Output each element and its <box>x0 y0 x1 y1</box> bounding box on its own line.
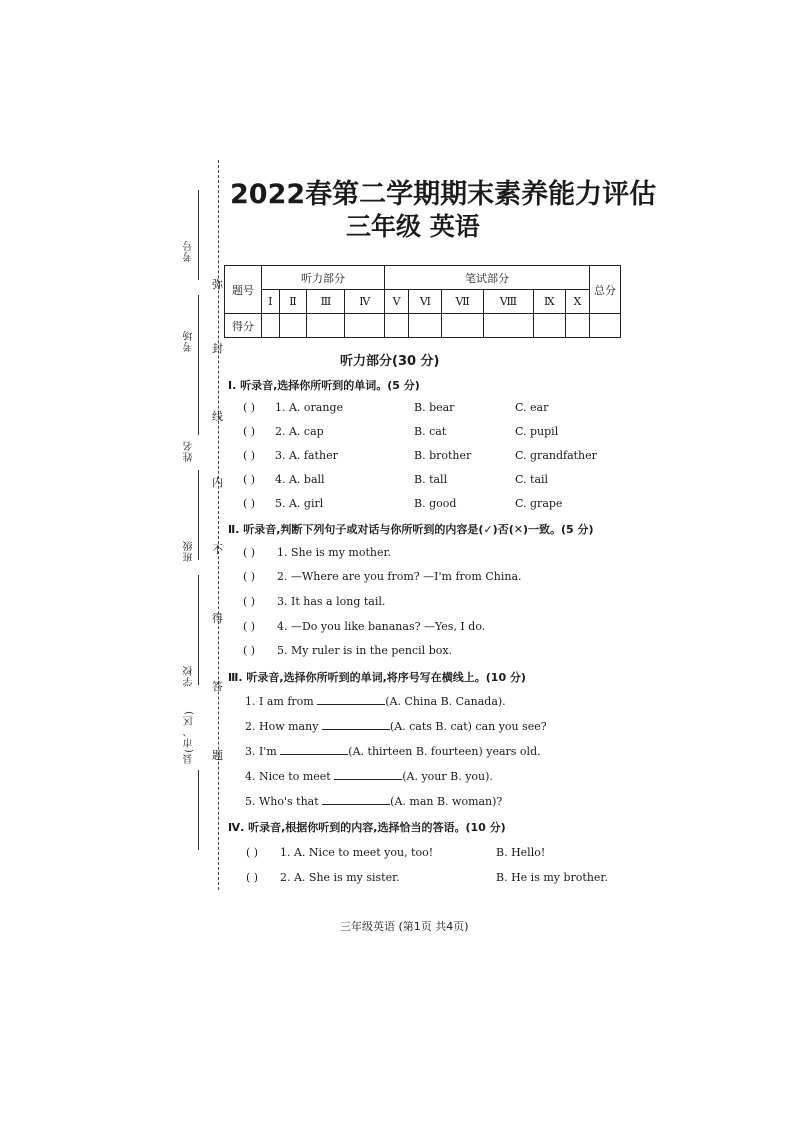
part1-option-b: B. cat <box>414 425 447 438</box>
part1-option-b: B. tall <box>414 473 448 486</box>
seal-char: 线 <box>212 410 223 423</box>
binding-dashed-line <box>218 160 219 890</box>
part3-item <box>245 694 506 708</box>
part1-option-b: B. brother <box>414 449 472 462</box>
part3-item-options: (A. cats B. cat) can you see? <box>389 720 547 733</box>
part1-option-a: 3. A. father <box>275 449 338 462</box>
part2-item: 1. She is my mother. <box>277 546 392 559</box>
answer-blank[interactable] <box>317 694 385 705</box>
part1-option-c: C. ear <box>515 401 549 414</box>
part1-option-b: B. good <box>414 497 457 510</box>
part1-option-c: C. tail <box>515 473 549 486</box>
page-footer: 三年级英语 (第1页 共4页) <box>340 920 469 933</box>
part1-option-a: 5. A. girl <box>275 497 324 510</box>
binding-line <box>198 575 199 685</box>
seal-char: 不 <box>212 543 223 556</box>
answer-paren[interactable]: ( ) <box>243 497 256 510</box>
score-cell[interactable] <box>483 314 533 338</box>
part3-item-options: (A. China B. Canada). <box>385 695 506 708</box>
answer-blank[interactable] <box>322 794 390 805</box>
score-table <box>224 265 621 338</box>
score-table-numeral: Ⅷ <box>483 290 533 314</box>
part3-item-start: 3. I'm <box>245 745 281 758</box>
score-cell[interactable] <box>345 314 384 338</box>
binding-label-exam-room: 考场 <box>184 330 195 352</box>
answer-paren[interactable]: ( ) <box>243 570 256 583</box>
part3-heading: Ⅲ. 听录音,选择你所听到的单词,将序号写在横线上。(10 分) <box>228 671 526 684</box>
binding-line <box>198 470 199 560</box>
binding-line <box>198 295 199 435</box>
binding-label-county: 县(市、区) <box>184 710 195 764</box>
part2-item: 3. It has a long tail. <box>277 595 386 608</box>
score-table-numeral: Ⅰ <box>262 290 280 314</box>
exam-subtitle: 三年级 英语 <box>346 212 480 241</box>
part2-heading: Ⅱ. 听录音,判断下列句子或对话与你所听到的内容是(✓)否(✕)一致。(5 分) <box>228 523 594 536</box>
part3-item <box>245 794 502 808</box>
score-cell-total[interactable] <box>590 314 621 338</box>
score-table-numeral: Ⅸ <box>533 290 565 314</box>
part3-item-options: (A. man B. woman)? <box>390 795 503 808</box>
binding-label-name: 姓名 <box>184 440 195 462</box>
binding-line <box>198 770 199 850</box>
answer-paren[interactable]: ( ) <box>243 546 256 559</box>
part1-option-c: C. pupil <box>515 425 559 438</box>
part1-option-b: B. bear <box>414 401 455 414</box>
part1-option-a: 4. A. ball <box>275 473 325 486</box>
score-table-total-header: 总分 <box>590 266 621 314</box>
answer-paren[interactable]: ( ) <box>243 644 256 657</box>
part4-option-b: B. Hello! <box>496 846 546 859</box>
binding-label-school: 学校 <box>184 665 195 687</box>
seal-char: 得 <box>212 612 223 625</box>
listening-section-title: 听力部分(30 分) <box>340 354 440 369</box>
score-cell[interactable] <box>442 314 484 338</box>
exam-title: 2022春第二学期期末素养能力评估 <box>230 179 657 210</box>
score-table-numeral: Ⅶ <box>442 290 484 314</box>
part2-item: 2. —Where are you from? —I'm from China. <box>277 570 522 583</box>
answer-paren[interactable]: ( ) <box>243 595 256 608</box>
part2-item: 4. —Do you like bananas? —Yes, I do. <box>277 620 486 633</box>
score-table-numeral: Ⅲ <box>307 290 345 314</box>
answer-paren[interactable]: ( ) <box>243 473 256 486</box>
answer-paren[interactable]: ( ) <box>243 620 256 633</box>
answer-blank[interactable] <box>280 744 348 755</box>
part4-option-a: 2. A. She is my sister. <box>280 871 400 884</box>
answer-paren[interactable]: ( ) <box>243 449 256 462</box>
score-cell[interactable] <box>262 314 280 338</box>
score-cell[interactable] <box>409 314 442 338</box>
score-cell[interactable] <box>565 314 589 338</box>
answer-paren[interactable]: ( ) <box>246 846 259 859</box>
part3-item-options: (A. your B. you). <box>402 770 493 783</box>
score-cell[interactable] <box>279 314 307 338</box>
answer-blank[interactable] <box>334 769 402 780</box>
part3-item-start: 2. How many <box>245 720 322 733</box>
seal-char: 弥 <box>212 278 223 291</box>
part1-option-a: 2. A. cap <box>275 425 324 438</box>
part4-option-b: B. He is my brother. <box>496 871 608 884</box>
part1-heading: Ⅰ. 听录音,选择你所听到的单词。(5 分) <box>228 379 420 392</box>
binding-line <box>198 190 199 280</box>
answer-blank[interactable] <box>322 719 390 730</box>
part1-option-a: 1. A. orange <box>275 401 344 414</box>
part2-item: 5. My ruler is in the pencil box. <box>277 644 453 657</box>
score-table-numeral: Ⅱ <box>279 290 307 314</box>
binding-label-class: 班级 <box>184 540 195 562</box>
score-table-numeral: Ⅵ <box>409 290 442 314</box>
seal-char: 内 <box>212 476 223 489</box>
score-cell[interactable] <box>533 314 565 338</box>
part4-heading: Ⅳ. 听录音,根据你听到的内容,选择恰当的答语。(10 分) <box>228 821 506 834</box>
part3-item-start: 5. Who's that <box>245 795 323 808</box>
score-table-listening-header: 听力部分 <box>262 266 385 290</box>
answer-paren[interactable]: ( ) <box>243 401 256 414</box>
seal-char: 题 <box>212 749 223 762</box>
part3-item <box>245 744 541 758</box>
part3-item <box>245 719 547 733</box>
score-table-written-header: 笔试部分 <box>384 266 589 290</box>
part3-item-start: 1. I am from <box>245 695 318 708</box>
score-table-score-label: 得分 <box>225 314 262 338</box>
score-cell[interactable] <box>307 314 345 338</box>
part3-item-start: 4. Nice to meet <box>245 770 335 783</box>
score-table-numeral: Ⅴ <box>384 290 408 314</box>
score-table-numeral: Ⅹ <box>565 290 589 314</box>
answer-paren[interactable]: ( ) <box>246 871 259 884</box>
seal-char: 封 <box>212 342 223 355</box>
score-table-numeral: Ⅳ <box>345 290 384 314</box>
part1-option-c: C. grape <box>515 497 563 510</box>
binding-label-exam-number: 考号 <box>184 240 195 262</box>
score-cell[interactable] <box>384 314 408 338</box>
part3-item <box>245 769 493 783</box>
seal-char: 答 <box>212 680 223 693</box>
answer-paren[interactable]: ( ) <box>243 425 256 438</box>
part3-item-options: (A. thirteen B. fourteen) years old. <box>348 745 541 758</box>
part4-option-a: 1. A. Nice to meet you, too! <box>280 846 434 859</box>
part1-option-c: C. grandfather <box>515 449 597 462</box>
score-table-header-question: 题号 <box>225 266 262 314</box>
